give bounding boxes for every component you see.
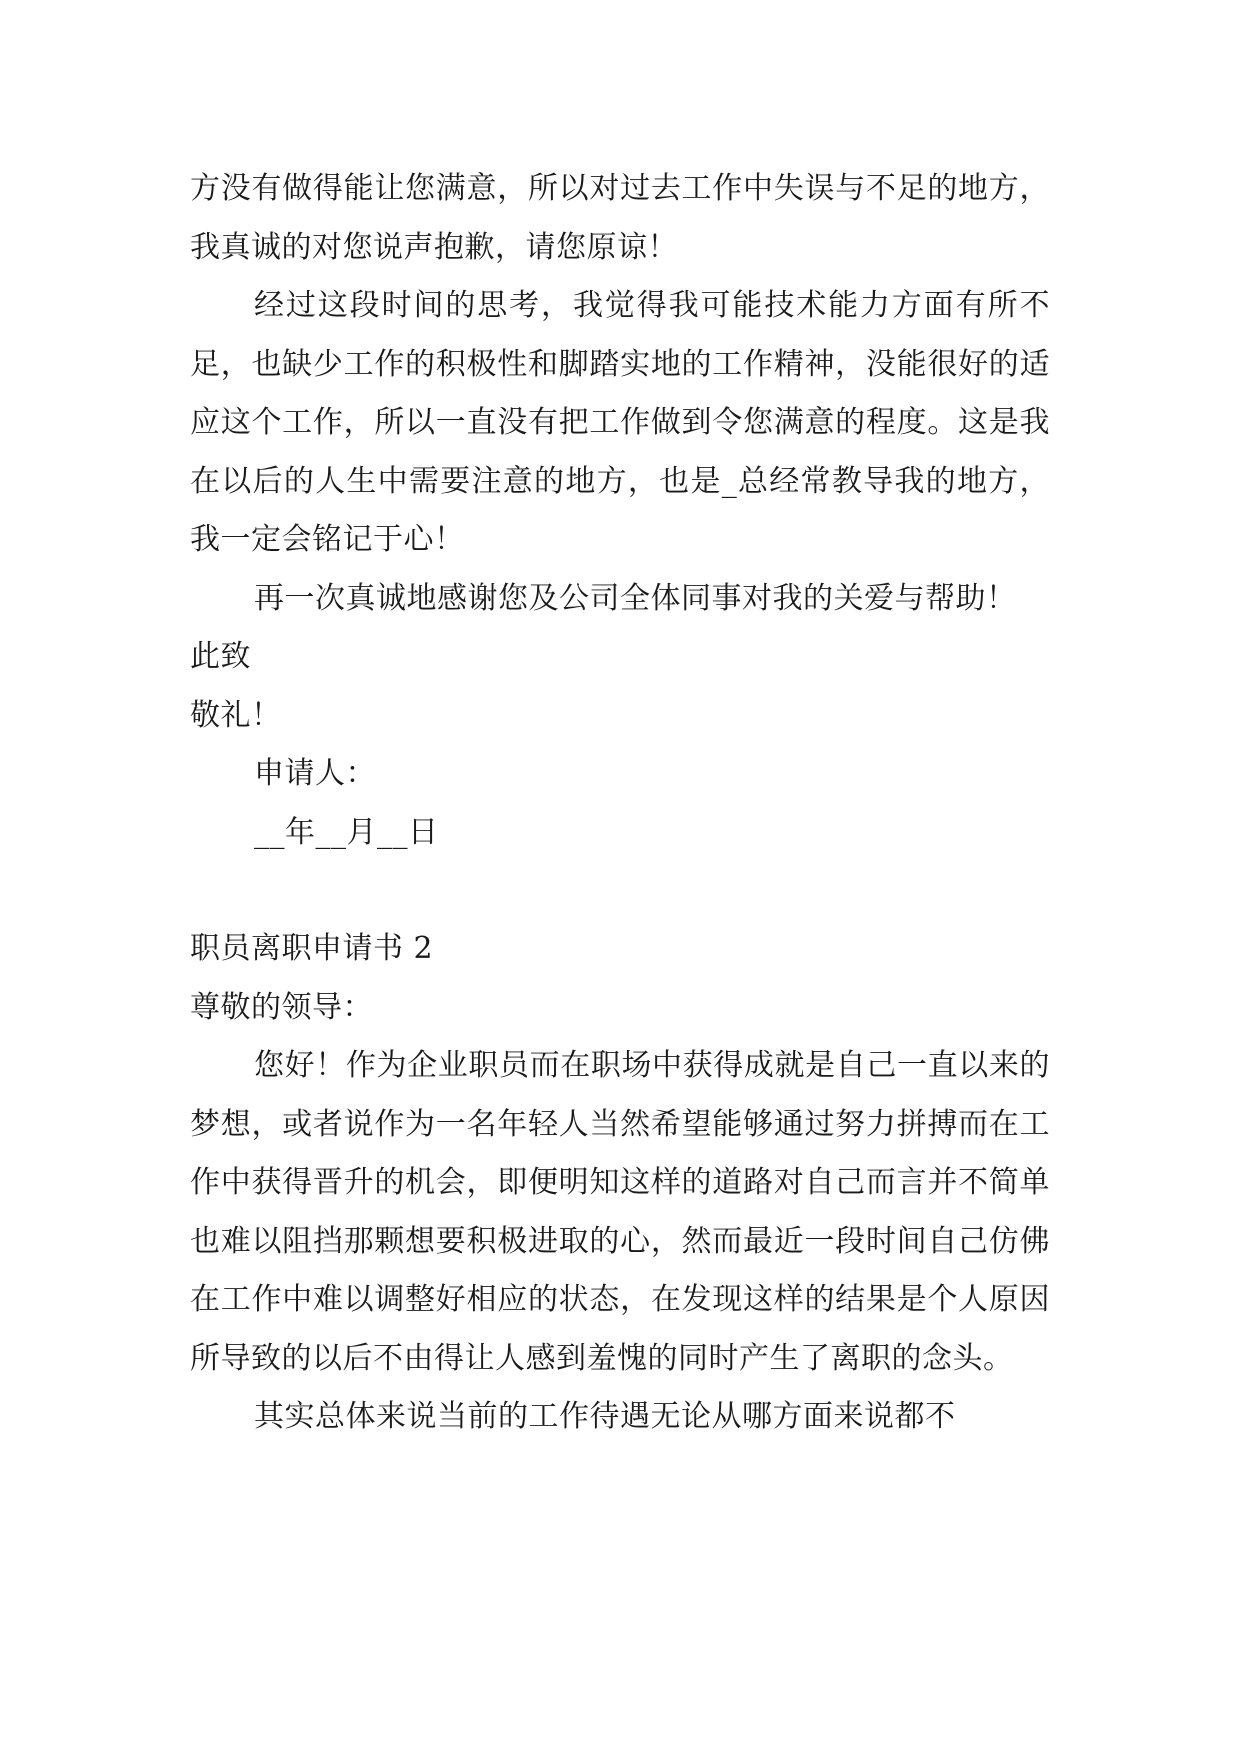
letter2-paragraph-2: 其实总体来说当前的工作待遇无论从哪方面来说都不 (254, 1399, 956, 1434)
letter2-salutation: 尊敬的领导： (190, 989, 373, 1025)
applicant-label: 申请人： (254, 756, 376, 791)
section-gap (190, 862, 1050, 920)
paragraph-thanks: 再一次真诚地感谢您及公司全体同事对我的关爱与帮助！ (254, 580, 1017, 616)
closing-line-1: 此致 (190, 639, 251, 674)
date-line: __年__月__日 (254, 814, 439, 850)
document-body (190, 160, 1050, 1447)
closing-line-2: 敬礼！ (190, 697, 282, 733)
letter2-title: 职员离职申请书 2 (190, 931, 434, 966)
paragraph-continued-apology: 方没有做得能让您满意，所以对过去工作中失误与不足的地方，我真诚的对您说声抱歉，请您原谅！ (190, 171, 1050, 265)
paragraph-reflection: 经过这段时间的思考，我觉得我可能技术能力方面有所不足，也缺少工作的积极性和脚踏实地的工作精神，没能很好的适应这个工作，所以一直没有把工作做到令您满意的程度。这是我在以后的人生中需要注意的地方，也是_总经常教导我的地方，我一定会铭记于心！ (190, 288, 1050, 557)
letter2-paragraph-1: 您好！作为企业职员而在职场中获得成就是自己一直以来的梦想，或者说作为一名年轻人当然希望能够通过努力拼搏而在工作中获得晋升的机会，即便明知这样的道路对自己而言并不简单也难以阻挡那颗想要积极进取的心，然而最近一段时间自己仿佛在工作中难以调整好相应的状态，在发现这样的结果是个人原因所导致的以后不由得让人感到羞愧的同时产生了离职的念头。 (190, 1048, 1050, 1376)
